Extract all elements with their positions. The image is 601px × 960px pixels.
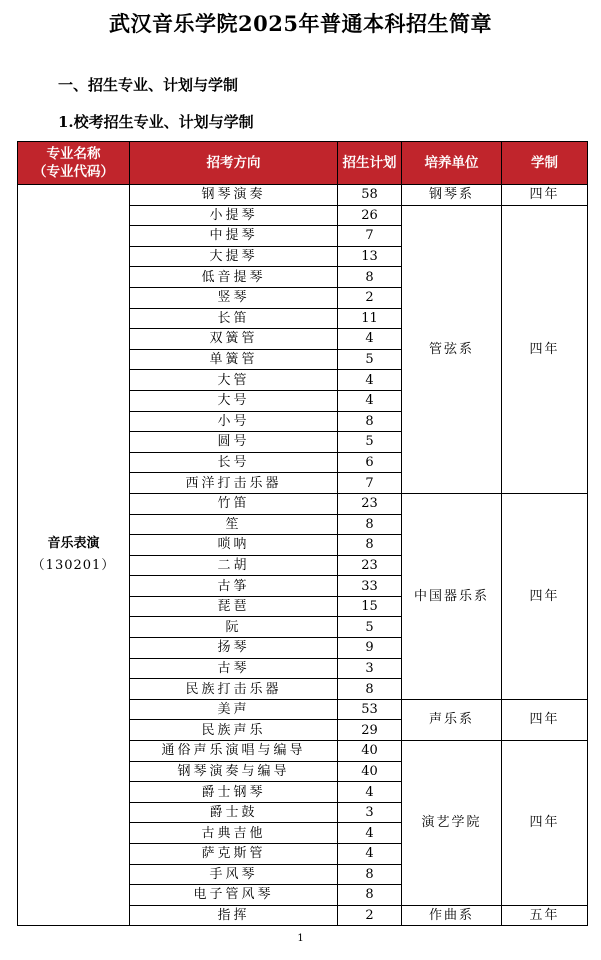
plan-cell: 2 xyxy=(338,905,402,926)
plan-cell: 7 xyxy=(338,473,402,494)
plan-cell: 8 xyxy=(338,514,402,535)
direction-cell: 指挥 xyxy=(130,905,338,926)
major-name: 音乐表演 xyxy=(47,536,100,552)
unit-cell: 作曲系 xyxy=(402,905,502,926)
plan-cell: 4 xyxy=(338,370,402,391)
direction-cell: 中提琴 xyxy=(130,226,338,247)
plan-cell: 8 xyxy=(338,679,402,700)
direction-cell: 钢琴演奏与编导 xyxy=(130,761,338,782)
plan-cell: 6 xyxy=(338,452,402,473)
plan-cell: 40 xyxy=(338,761,402,782)
plan-cell: 4 xyxy=(338,823,402,844)
plan-cell: 3 xyxy=(338,658,402,679)
direction-cell: 竹笛 xyxy=(130,493,338,514)
direction-cell: 琵琶 xyxy=(130,596,338,617)
plan-cell: 5 xyxy=(338,349,402,370)
major-code: （130201） xyxy=(31,558,116,574)
plan-cell: 5 xyxy=(338,432,402,453)
plan-cell: 5 xyxy=(338,617,402,638)
header-direction: 招考方向 xyxy=(130,142,338,185)
page-number: 1 xyxy=(297,933,304,944)
direction-cell: 唢呐 xyxy=(130,535,338,556)
plan-cell: 4 xyxy=(338,329,402,350)
unit-cell: 钢琴系 xyxy=(402,185,502,206)
plan-cell: 4 xyxy=(338,782,402,803)
plan-cell: 8 xyxy=(338,885,402,906)
direction-cell: 双簧管 xyxy=(130,329,338,350)
direction-cell: 长号 xyxy=(130,452,338,473)
plan-cell: 8 xyxy=(338,864,402,885)
table-row xyxy=(18,185,588,206)
plan-cell: 2 xyxy=(338,287,402,308)
direction-cell: 笙 xyxy=(130,514,338,535)
years-cell: 四年 xyxy=(502,185,588,206)
direction-cell: 竖琴 xyxy=(130,287,338,308)
header-unit: 培养单位 xyxy=(402,142,502,185)
header-major-code: （专业代码） xyxy=(33,164,114,180)
direction-cell: 阮 xyxy=(130,617,338,638)
years-cell: 五年 xyxy=(502,905,588,926)
direction-cell: 二胡 xyxy=(130,555,338,576)
direction-cell: 低音提琴 xyxy=(130,267,338,288)
plan-cell: 13 xyxy=(338,246,402,267)
plan-cell: 8 xyxy=(338,535,402,556)
header-major-name: 专业名称 xyxy=(46,146,101,162)
direction-cell: 单簧管 xyxy=(130,349,338,370)
unit-cell: 声乐系 xyxy=(402,699,502,740)
years-cell: 四年 xyxy=(502,741,588,906)
section-heading: 一、招生专业、计划与学制 xyxy=(58,76,239,94)
direction-cell: 钢琴演奏 xyxy=(130,185,338,206)
plan-cell: 11 xyxy=(338,308,402,329)
plan-cell: 8 xyxy=(338,411,402,432)
unit-cell: 中国器乐系 xyxy=(402,493,502,699)
plan-cell: 9 xyxy=(338,638,402,659)
direction-cell: 古琴 xyxy=(130,658,338,679)
direction-cell: 电子管风琴 xyxy=(130,885,338,906)
direction-cell: 大号 xyxy=(130,390,338,411)
plan-cell: 3 xyxy=(338,802,402,823)
header-years: 学制 xyxy=(502,142,588,185)
direction-cell: 手风琴 xyxy=(130,864,338,885)
plan-cell: 23 xyxy=(338,493,402,514)
enrollment-table xyxy=(17,141,588,926)
unit-cell: 管弦系 xyxy=(402,205,502,493)
plan-cell: 4 xyxy=(338,390,402,411)
direction-cell: 美声 xyxy=(130,699,338,720)
direction-cell: 民族打击乐器 xyxy=(130,679,338,700)
direction-cell: 古筝 xyxy=(130,576,338,597)
subsection-heading: 1.校考招生专业、计划与学制 xyxy=(58,113,254,131)
page-title: 武汉音乐学院2025年普通本科招生简章 xyxy=(109,11,492,36)
years-cell: 四年 xyxy=(502,699,588,740)
direction-cell: 小号 xyxy=(130,411,338,432)
plan-cell: 15 xyxy=(338,596,402,617)
direction-cell: 古典吉他 xyxy=(130,823,338,844)
plan-cell: 58 xyxy=(338,185,402,206)
years-cell: 四年 xyxy=(502,205,588,493)
plan-cell: 53 xyxy=(338,699,402,720)
direction-cell: 萨克斯管 xyxy=(130,844,338,865)
direction-cell: 爵士鼓 xyxy=(130,802,338,823)
direction-cell: 爵士钢琴 xyxy=(130,782,338,803)
direction-cell: 圆号 xyxy=(130,432,338,453)
direction-cell: 民族声乐 xyxy=(130,720,338,741)
direction-cell: 通俗声乐演唱与编导 xyxy=(130,741,338,762)
table-header-row xyxy=(18,142,588,185)
plan-cell: 40 xyxy=(338,741,402,762)
plan-cell: 8 xyxy=(338,267,402,288)
direction-cell: 大提琴 xyxy=(130,246,338,267)
plan-cell: 33 xyxy=(338,576,402,597)
direction-cell: 扬琴 xyxy=(130,638,338,659)
plan-cell: 26 xyxy=(338,205,402,226)
direction-cell: 西洋打击乐器 xyxy=(130,473,338,494)
unit-cell: 演艺学院 xyxy=(402,741,502,906)
plan-cell: 23 xyxy=(338,555,402,576)
years-cell: 四年 xyxy=(502,493,588,699)
direction-cell: 小提琴 xyxy=(130,205,338,226)
header-major xyxy=(18,142,130,185)
plan-cell: 7 xyxy=(338,226,402,247)
plan-cell: 4 xyxy=(338,844,402,865)
major-cell xyxy=(18,185,130,926)
direction-cell: 大管 xyxy=(130,370,338,391)
direction-cell: 长笛 xyxy=(130,308,338,329)
plan-cell: 29 xyxy=(338,720,402,741)
header-plan: 招生计划 xyxy=(338,142,402,185)
